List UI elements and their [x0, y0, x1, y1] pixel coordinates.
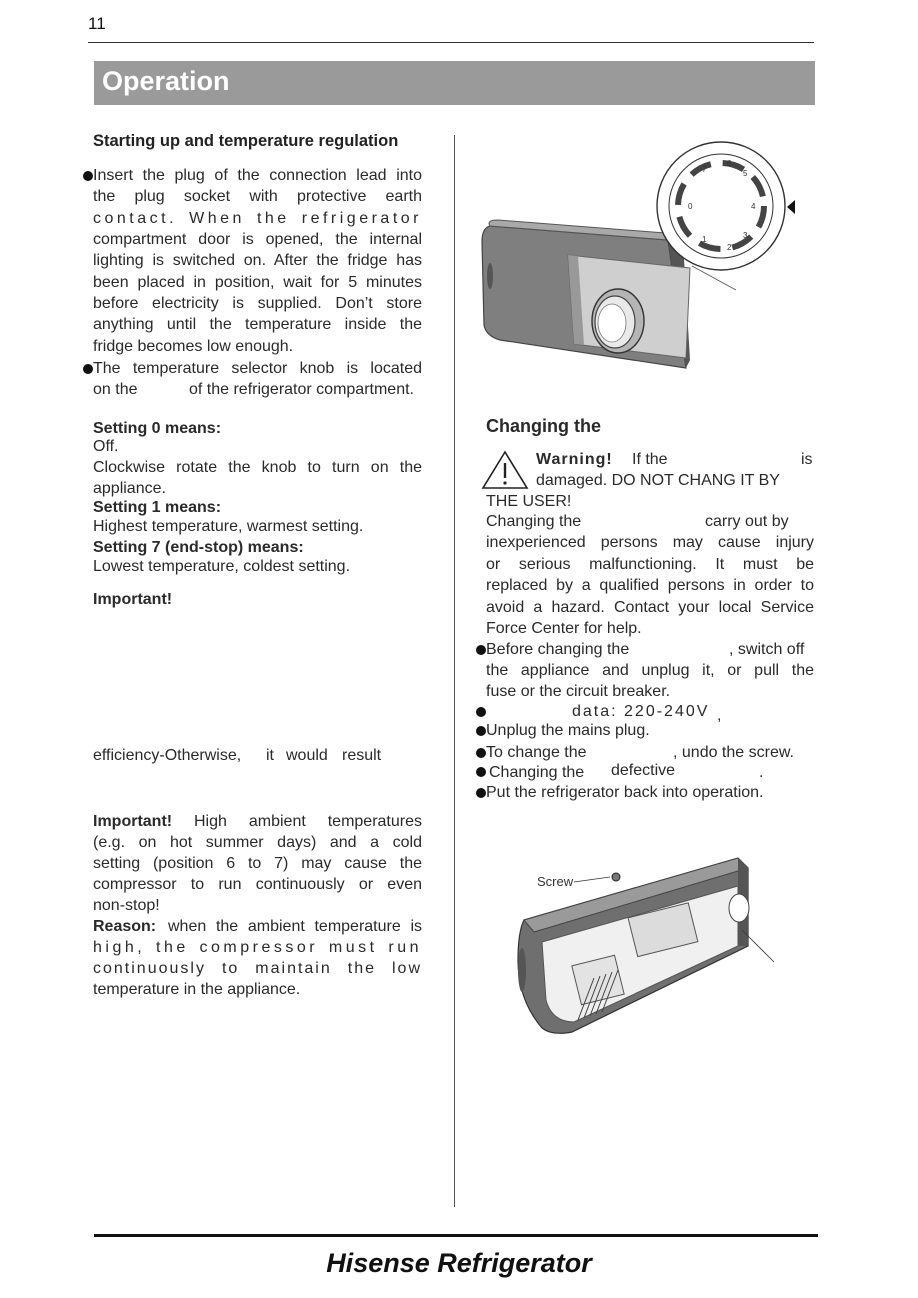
knob-location-on: on the: [93, 381, 138, 398]
changing-body: Changing the: [486, 513, 582, 530]
column-divider: [454, 135, 455, 1207]
lamp-housing-diagram: [512, 850, 818, 1036]
changing-heading: Changing the: [486, 416, 601, 436]
section-banner: [94, 61, 815, 105]
step-unplug: Unplug the mains plug.: [486, 722, 650, 739]
step-changing: defective: [611, 762, 676, 779]
footer-divider: [94, 1234, 818, 1237]
control-panel-illustration: [478, 130, 814, 370]
important2-label: Important!: [93, 813, 173, 830]
important2-text: (e.g. on hot summer days) and a cold: [93, 834, 422, 851]
setting0-text: Off.: [93, 438, 119, 455]
step-change: To change the: [486, 744, 587, 761]
important2-text: non-stop!: [93, 897, 160, 914]
important2-text: setting (position 6 to 7) may cause the: [93, 855, 422, 872]
dial-number: 0: [688, 202, 693, 211]
bullet-icon: [476, 748, 486, 758]
bullet-icon: [476, 788, 486, 798]
para1-line: the plug socket with protective earth: [93, 188, 422, 205]
bullet-icon: [83, 364, 93, 374]
dial-number: 6: [727, 159, 732, 168]
page-number: 11: [88, 14, 106, 33]
para1-line: contact. When the refrigerator: [93, 210, 422, 227]
step-before: Before changing the: [486, 641, 630, 658]
reason-text: temperature in the appliance.: [93, 981, 301, 998]
reason-label: Reason:: [93, 918, 157, 935]
warning-is: is: [801, 451, 813, 468]
dial-number: 1: [702, 235, 707, 244]
para1-line: compartment door is opened, the internal: [93, 231, 422, 248]
dial-number: 5: [743, 169, 748, 178]
important-label: Important!: [93, 591, 173, 608]
top-divider: [88, 42, 814, 43]
step-before: , switch off: [729, 641, 805, 658]
section-title: Operation: [102, 66, 230, 96]
step-put: Put the refrigerator back into operation.: [486, 784, 764, 801]
reason-text: continuously to maintain the low: [93, 960, 422, 977]
changing-body: replaced by a qualified persons in order to: [486, 577, 814, 594]
setting0-text: appliance.: [93, 480, 166, 497]
warning-label: Warning!: [536, 451, 613, 468]
para1-line: before electricity is supplied. Don’t store: [93, 295, 422, 312]
bullet-icon: [476, 726, 486, 736]
dial-number: 3: [743, 231, 748, 240]
warning-if-the: If the: [632, 451, 668, 468]
footer-brand: Hisense Refrigerator: [326, 1248, 592, 1278]
efficiency-word: would: [286, 747, 328, 764]
step-data: data: 220-240V: [572, 703, 710, 720]
bullet-icon: [476, 645, 486, 655]
para1-line: anything until the temperature inside the: [93, 316, 422, 333]
step-data-suffix: ,: [717, 707, 722, 724]
step-changing: .: [759, 764, 764, 781]
setting1-text: Highest temperature, warmest setting.: [93, 518, 364, 535]
dial-number: 7: [702, 165, 707, 174]
changing-body: Force Center for help.: [486, 620, 642, 637]
setting0-text: Clockwise rotate the knob to turn on the: [93, 459, 422, 476]
setting0-label: Setting 0 means:: [93, 420, 222, 437]
important2-text: compressor to run continuously or even: [93, 876, 422, 893]
reason-text: when the ambient temperature is: [168, 918, 422, 935]
dial-number: 4: [751, 202, 756, 211]
para1-line: fridge becomes low enough.: [93, 338, 294, 355]
bullet-icon: [476, 767, 486, 777]
screw-label: Screw: [537, 874, 574, 889]
setting1-label: Setting 1 means:: [93, 499, 222, 516]
para1-line: been placed in position, wait for 5 minutes: [93, 274, 422, 291]
dial-number: 2: [727, 243, 732, 252]
screw-icon: [612, 873, 620, 881]
step-before: fuse or the circuit breaker.: [486, 683, 671, 700]
para1-line: lighting is switched on. After the fridge has: [93, 252, 422, 269]
bullet-icon: [476, 707, 486, 717]
setting7-text: Lowest temperature, coldest setting.: [93, 558, 351, 575]
knob-location-rest: of the refrigerator compartment.: [189, 381, 414, 398]
changing-body: or serious malfunctioning. It must be: [486, 556, 814, 573]
warning-text: damaged. DO NOT CHANG IT BY: [536, 472, 780, 489]
warning-text: THE USER!: [486, 493, 572, 510]
knob-location-line: The temperature selector knob is located: [93, 360, 422, 377]
step-before: the appliance and unplug it, or pull the: [486, 662, 814, 679]
warning-triangle-icon: [481, 450, 529, 490]
important2-text: High ambient temperatures: [194, 813, 422, 830]
bullet-icon: [83, 171, 93, 181]
changing-body: inexperienced persons may cause injury: [486, 534, 814, 551]
efficiency-word: it: [266, 747, 274, 764]
para1-line: Insert the plug of the connection lead into: [93, 167, 422, 184]
reason-text: high, the compressor must run: [93, 939, 422, 956]
changing-body: carry out by: [705, 513, 789, 530]
changing-body: avoid a hazard. Contact your local Service: [486, 599, 814, 616]
starting-heading: Starting up and temperature regulation: [93, 132, 399, 150]
step-change: , undo the screw.: [673, 744, 794, 761]
efficiency-word: result: [342, 747, 382, 764]
step-changing: Changing the: [489, 764, 585, 781]
efficiency-word: efficiency-Otherwise,: [93, 747, 242, 764]
setting7-label: Setting 7 (end-stop) means:: [93, 539, 304, 556]
